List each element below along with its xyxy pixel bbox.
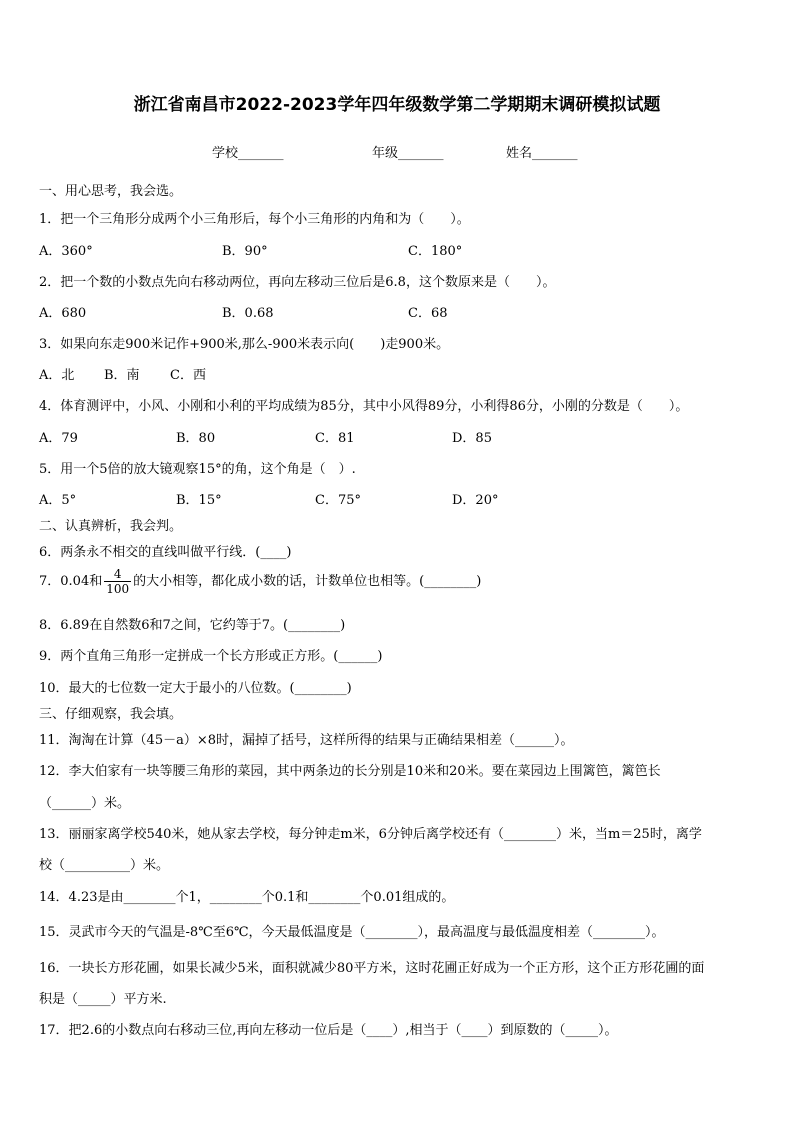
question-7 <box>39 567 481 596</box>
q3-option-c: C．西 <box>170 368 206 383</box>
q3-option-a: A．北 <box>39 368 75 383</box>
question-16-line-1: 16．一块长方形花圃，如果长减少5米，面积就减少80平方米，这时花圃正好成为一个正方形，这个正方形花圃的面 <box>39 961 705 976</box>
q5-option-b: B．15° <box>176 493 222 508</box>
q1-option-a: A．360° <box>39 244 93 259</box>
q5-option-c: C．75° <box>315 493 361 508</box>
section-heading-judge: 二、认真辨析，我会判。 <box>39 519 183 534</box>
name-field: 姓名_______ <box>506 146 578 161</box>
q4-option-a: A．79 <box>39 431 78 446</box>
q5-option-d: D．20° <box>452 493 499 508</box>
question-16-line-2: 积是（_____）平方米. <box>39 992 167 1007</box>
question-12-line-1: 12．李大伯家有一块等腰三角形的菜园，其中两条边的长分别是10米和20米。要在菜园边上围篱笆，篱笆长 <box>39 764 661 779</box>
q4-option-c: C．81 <box>315 431 355 446</box>
grade-field: 年级_______ <box>372 146 444 161</box>
q1-option-c: C．180° <box>408 244 463 259</box>
q7-prefix: 7．0.04和 <box>39 574 103 589</box>
q4-option-b: B．80 <box>176 431 216 446</box>
question-6: 6．两条永不相交的直线叫做平行线．(____) <box>39 545 292 560</box>
q2-option-a: A．680 <box>39 306 87 321</box>
question-5: 5．用一个5倍的放大镜观察15°的角，这个角是（ ）. <box>39 462 356 477</box>
q3-option-b: B．南 <box>104 368 140 383</box>
q2-option-b: B．0.68 <box>222 306 274 321</box>
question-10: 10．最大的七位数一定大于最小的八位数。(________) <box>39 681 352 696</box>
q4-option-d: D．85 <box>452 431 492 446</box>
question-3: 3．如果向东走900米记作+900米,那么-900米表示向( )走900米。 <box>39 337 450 352</box>
q2-option-c: C．68 <box>408 306 448 321</box>
q1-option-b: B．90° <box>222 244 268 259</box>
question-12-line-2: （______）米。 <box>39 796 131 811</box>
question-15: 15．灵武市今天的气温是-8℃至6℃，今天最低温度是（________），最高温度与最低温度相差（________）。 <box>39 925 665 940</box>
question-2: 2．把一个数的小数点先向右移动两位，再向左移动三位后是6.8，这个数原来是（ ）。 <box>39 275 556 290</box>
question-13-line-1: 13．丽丽家离学校540米，她从家去学校，每分钟走m米，6分钟后离学校还有（________）米，当m＝25时，离学 <box>39 827 702 842</box>
section-heading-choice: 一、用心思考，我会选。 <box>39 184 183 199</box>
question-17: 17．把2.6的小数点向右移动三位,再向左移动一位后是（____）,相当于（____）到原数的（_____）。 <box>39 1023 618 1038</box>
question-14: 14．4.23是由________个1，________个0.1和________个0.01组成的。 <box>39 890 455 905</box>
question-4: 4．体育测评中，小风、小刚和小利的平均成绩为85分，其中小风得89分，小利得86分，小刚的分数是（ ）。 <box>39 399 689 414</box>
question-13-line-2: 校（__________）米。 <box>39 858 170 873</box>
q7-denominator: 100 <box>106 582 130 596</box>
q7-numerator: 4 <box>104 567 131 582</box>
q5-option-a: A．5° <box>39 493 77 508</box>
section-heading-fill: 三、仔细观察，我会填。 <box>39 707 183 722</box>
question-8: 8．6.89在自然数6和7之间，它约等于7。(________) <box>39 618 346 633</box>
question-1: 1．把一个三角形分成两个小三角形后，每个小三角形的内角和为（ ）。 <box>39 212 470 227</box>
question-11: 11．淘淘在计算（45－a）×8时，漏掉了括号，这样所得的结果与正确结果相差（______）。 <box>39 733 574 748</box>
q7-fraction <box>104 567 131 596</box>
q7-suffix: 的大小相等，都化成小数的话，计数单位也相等。(________) <box>133 574 482 589</box>
page-title: 浙江省南昌市2022-2023学年四年级数学第二学期期末调研模拟试题 <box>133 95 661 115</box>
question-9: 9．两个直角三角形一定拼成一个长方形或正方形。(______) <box>39 649 383 664</box>
school-field: 学校_______ <box>212 146 284 161</box>
